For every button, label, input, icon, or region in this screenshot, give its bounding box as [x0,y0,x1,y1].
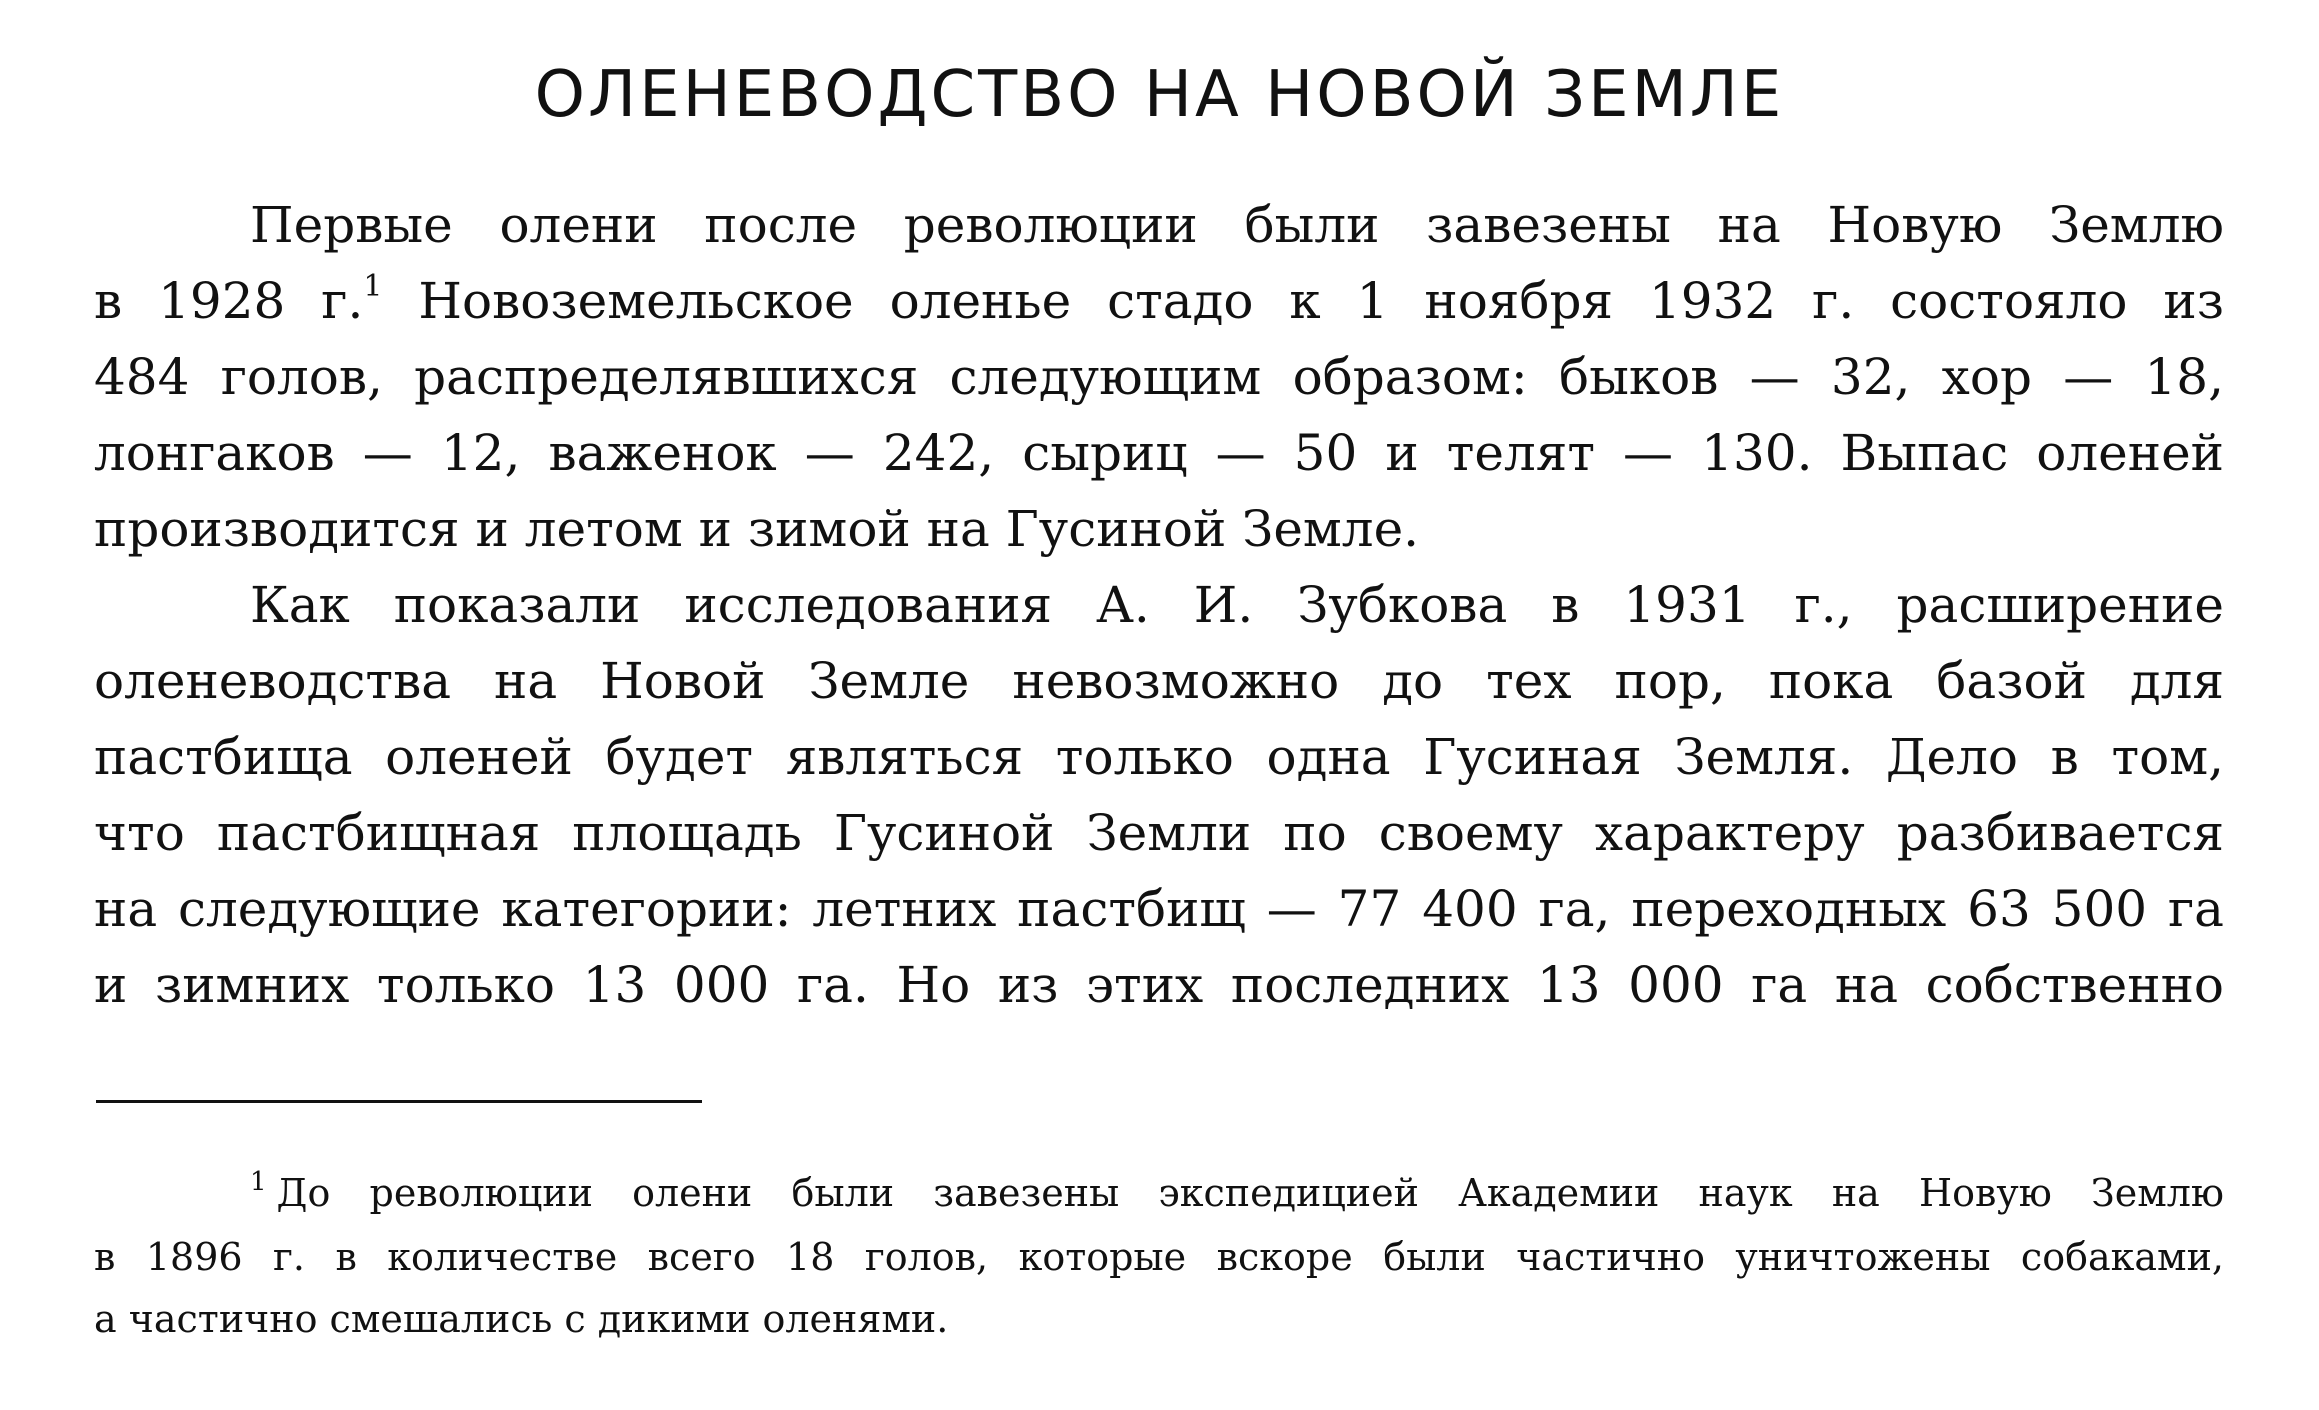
paragraph-1-line-1: Первые олени после революции были завезены на Новую Землю [250,196,2224,254]
paragraph-2-line-3: пастбища оленей будет являться только одна Гусиная Земля. Дело в том, [94,728,2224,786]
paragraph-2-line-1: Как показали исследования А. И. Зубкова в 1931 г., расширение [250,576,2224,634]
paragraph-1-line-2-end: Новоземельское оленье стадо к 1 ноября 1932 г. состояло из [382,272,2224,330]
page-title: ОЛЕНЕВОДСТВО НА НОВОЙ ЗЕМЛЕ [534,58,1785,132]
paragraph-2-line-6: и зимних только 13 000 га. Но из этих последних 13 000 га на собственно [94,956,2224,1014]
footnote-line-1 [250,1167,2224,1216]
footnote-line-3: а частично смешались с дикими оленями. [94,1297,949,1341]
footnote-divider [96,1100,702,1103]
paragraph-1-line-2 [94,269,2224,330]
paragraph-1-line-4: лонгаков — 12, важенок — 242, сыриц — 50 и телят — 130. Выпас оленей [94,424,2224,482]
footnote-mark: 1 [250,1167,267,1197]
paragraph-2-line-4: что пастбищная площадь Гусиной Земли по своему характеру разбивается [94,804,2224,862]
paragraph-1-line-3: 484 голов, распределявшихся следующим образом: быков — 32, хор — 18, [94,348,2224,406]
footnote-line-2: в 1896 г. в количестве всего 18 голов, которые вскоре были частично уничтожены собаками, [94,1235,2224,1279]
footnote-line-1-text: До революции олени были завезены экспедицией Академии наук на Новую Землю [276,1171,2224,1215]
paragraph-1-line-2-start: в 1928 г. [94,272,364,330]
footnote-reference: 1 [363,269,383,304]
paragraph-1-line-5: производится и летом и зимой на Гусиной Земле. [94,500,1420,558]
paragraph-2-line-5: на следующие категории: летних пастбищ — 77 400 га, переходных 63 500 га [94,880,2224,938]
paragraph-2-line-2: оленеводства на Новой Земле невозможно до тех пор, пока базой для [94,652,2224,710]
